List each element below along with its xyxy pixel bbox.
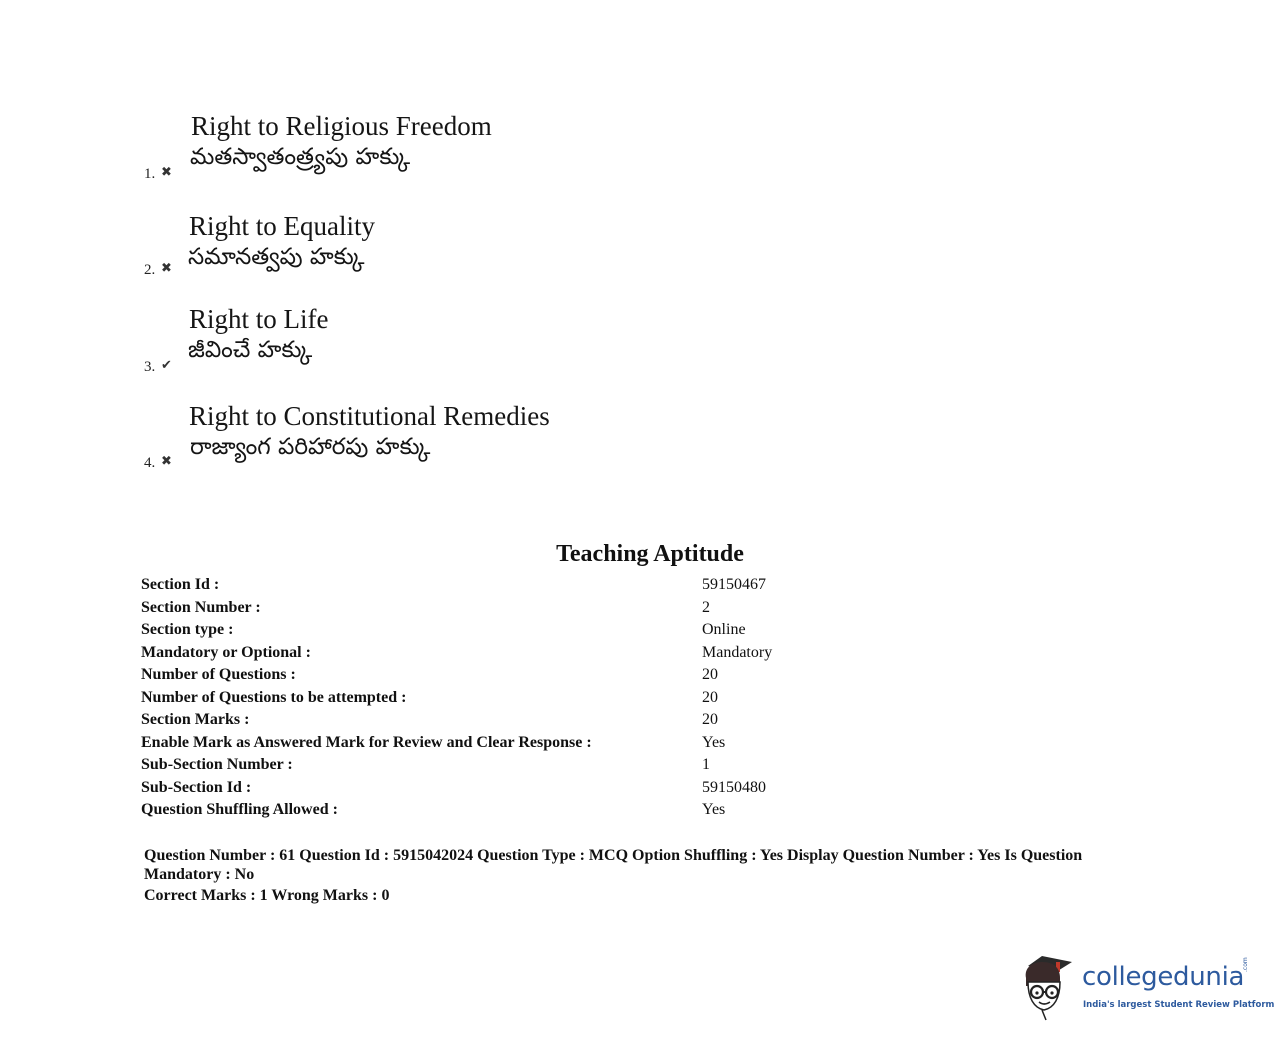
detail-value: 1 [702,756,710,773]
option-3 [0,300,800,380]
option-2-telugu: సమానత్వపు హక్కు [188,244,365,270]
detail-value: Mandatory [702,643,773,661]
option-2-english: Right to Equality [189,211,375,241]
detail-row [141,574,841,597]
detail-row [141,777,841,800]
question-marks: Correct Marks : 1 Wrong Marks : 0 [144,887,390,904]
detail-value: Yes [702,733,726,751]
section-title: Teaching Aptitude [556,541,744,567]
option-4-english: Right to Constitutional Remedies [189,401,550,431]
detail-label: Section Number : [141,598,261,616]
detail-value: 59150467 [702,576,766,593]
detail-label: Section type : [141,621,234,638]
logo-tagline: India's largest Student Review Platform [1083,1000,1275,1010]
option-3-telugu: జీవించే హక్కు [188,337,313,363]
detail-value: 2 [702,598,710,616]
cross-icon: ✖ [161,164,172,179]
question-info: Question Number : 61 Question Id : 5915042024 Question Type : MCQ Option Shuffling : Yes Display Question Number : Yes Is Question Mandatory : No [144,847,1083,883]
detail-label: Mandatory or Optional : [141,643,311,661]
logo-suffix: .com [1242,957,1249,972]
detail-row [141,619,841,642]
detail-label: Section Id : [141,576,220,593]
detail-row [141,664,841,687]
cross-icon: ✖ [161,260,172,275]
detail-value: 20 [702,666,718,683]
mascot-icon [1020,948,1084,1024]
detail-label: Number of Questions to be attempted : [141,688,407,706]
check-icon: ✔ [161,357,172,372]
detail-row [141,597,841,620]
detail-value: Yes [702,801,726,818]
detail-row [141,642,841,665]
detail-label: Enable Mark as Answered Mark for Review and Clear Response : [141,733,592,751]
option-4-number: 4. [144,455,156,471]
detail-row [141,732,841,755]
detail-value: 20 [702,688,718,706]
option-4-telugu: రాజ్యాంగ పరిహారపు హక్కు [190,434,431,460]
detail-label: Question Shuffling Allowed : [141,801,338,818]
option-2-number: 2. [144,262,156,278]
option-1-telugu: మతస్వాతంత్ర్యపు హక్కు [190,144,411,170]
detail-row [141,754,841,777]
detail-value: Online [702,621,746,638]
cross-icon: ✖ [161,453,172,468]
detail-label: Section Marks : [141,711,250,728]
detail-row [141,799,841,822]
detail-row [141,687,841,710]
collegedunia-logo [1020,948,1275,1024]
section-details [141,574,841,822]
detail-label: Number of Questions : [141,666,296,683]
option-1 [0,108,800,188]
logo-name: collegedunia [1082,962,1245,992]
option-3-english: Right to Life [189,304,329,334]
option-1-number: 1. [144,166,156,182]
option-4 [0,396,800,476]
detail-value: 20 [702,711,718,728]
detail-row [141,709,841,732]
detail-value: 59150480 [702,778,766,796]
detail-label: Sub-Section Number : [141,756,293,773]
detail-label: Sub-Section Id : [141,778,252,796]
option-3-number: 3. [144,359,156,375]
option-1-english: Right to Religious Freedom [191,111,492,141]
option-2 [0,205,800,285]
